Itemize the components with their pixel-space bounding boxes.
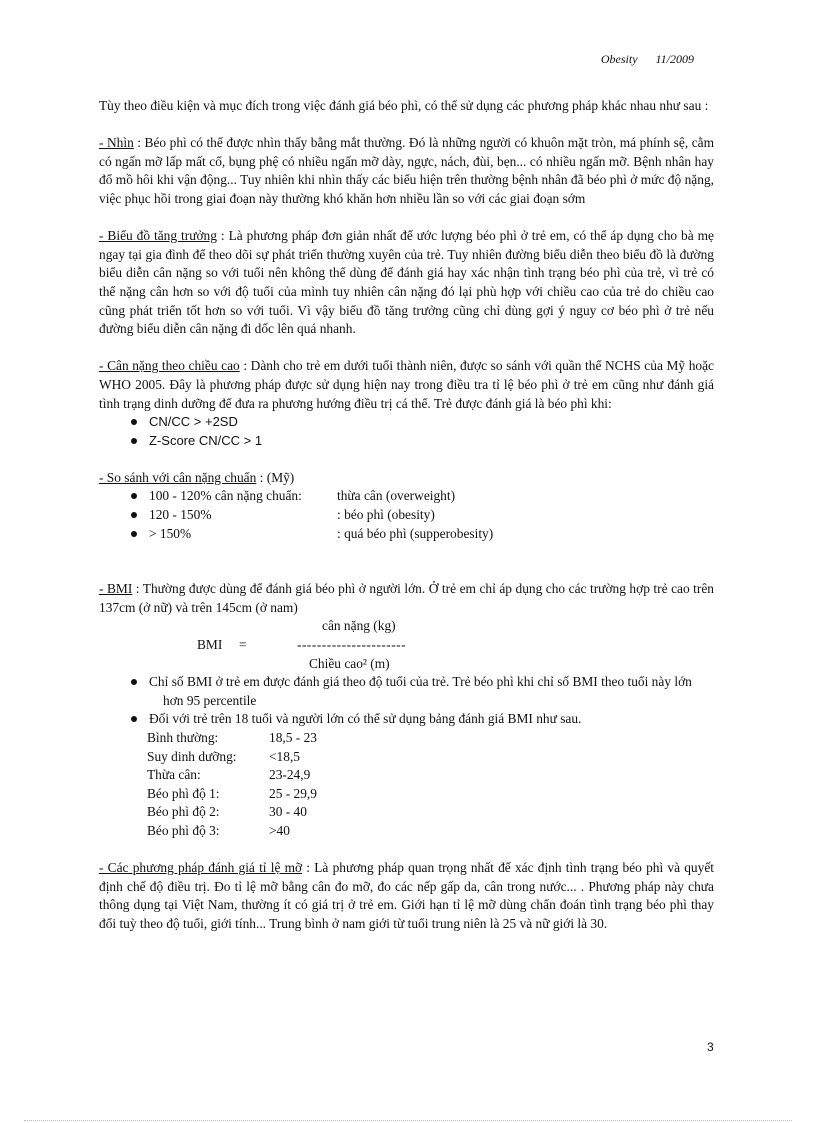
section-bieu-do-text: : Là phương pháp đơn giản nhất để ước lượng béo phì ở trẻ em, có thể áp dụng cho bà mẹ ngay tại gia đình để theo dõi sự phát triển thường xuyên của trẻ. Tuy nhiên đường biểu diễn theo biểu đồ là đường biểu diễn cân nặng so với tuổi nên không thể dùng để đánh giá hay xác nhận tình trạng béo phì của trẻ, vì trẻ có thể nặng cân hơn so với độ tuổi của mình tuy nhiên cân nặng đó lại phù hợp với chiều cao của trẻ do chiều cao cũng phát triển tốt hơn so với tuổi. Vì vậy biểu đồ tăng trưởng cũng chỉ dùng gợi ý nguy cơ béo phì ở trẻ nếu đường biểu diễn cân nặng đi dốc lên quá nhanh. xyxy=(99,228,715,337)
header-date: 11/2009 xyxy=(655,52,694,66)
section-bmi-text: : Thường được dùng để đánh giá béo phì ở người lớn. Ở trẻ em chỉ áp dụng cho các trường hợp trẻ cao trên 137cm (ở nữ) và trên 145cm (ở nam) xyxy=(99,581,714,615)
bmi-category: Bình thường: xyxy=(147,730,219,746)
table-row xyxy=(147,785,317,804)
so-sanh-range: 100 - 120% cân nặng chuẩn: xyxy=(149,488,302,504)
section-nhin xyxy=(99,134,714,208)
bmi-category: Béo phì độ 3: xyxy=(147,822,220,838)
so-sanh-label: : béo phì (obesity) xyxy=(337,507,435,523)
bmi-category: Suy dinh dưỡng: xyxy=(147,748,237,764)
bmi-category: Thừa cân: xyxy=(147,767,201,783)
so-sanh-list xyxy=(99,487,714,543)
section-so-sanh-suffix: : (Mỹ) xyxy=(256,469,295,485)
bmi-category: Béo phì độ 2: xyxy=(147,804,220,820)
bmi-range: 18,5 - 23 xyxy=(269,730,317,746)
bmi-formula xyxy=(99,617,714,673)
so-sanh-range: 120 - 150% xyxy=(149,507,212,523)
bmi-range: 25 - 29,9 xyxy=(269,785,317,801)
section-nhin-text: : Béo phì có thể được nhìn thấy bằng mắt thường. Đó là những người có khuôn mặt tròn, má phính sệ, cằm có ngấn mỡ lấp mất cổ, bụng phệ có nhiều ngấn mỡ dày, ngực, nách, đùi, bẹn... có nhiều ngấn mỡ. Bệnh nhân hay đổ mồ hôi khi vận động... Tuy nhiên khi nhìn thấy các biểu hiện trên thường bệnh nhân đã béo phì ở mức độ nặng, việc phục hồi trong giai đoạn này thường khó khăn hơn nhiều lần so với các giai đoạn sớm xyxy=(99,135,714,206)
formula-numerator: cân nặng (kg) xyxy=(322,618,396,634)
section-bieu-do xyxy=(99,227,714,339)
table-row xyxy=(147,822,317,841)
section-ti-le-mo-heading: - Các phương pháp đánh giá tỉ lệ mỡ xyxy=(99,860,303,876)
table-row xyxy=(147,748,317,767)
list-item xyxy=(99,525,714,544)
bmi-list xyxy=(99,673,714,729)
section-so-sanh xyxy=(99,469,714,488)
table-row xyxy=(147,729,317,748)
table-row xyxy=(147,766,317,785)
section-bieu-do-heading: - Biểu đồ tăng trưởng xyxy=(99,228,217,244)
can-nang-criteria-list xyxy=(99,413,714,450)
list-item: Z-Score CN/CC > 1 xyxy=(99,432,714,451)
section-can-nang-text: : Dành cho trẻ em dưới tuổi thành niên, được so sánh với quần thể NCHS của Mỹ hoặc WHO 2005. Đây là phương pháp được sử dụng hiện nay trong điều tra tỉ lệ béo phì ở trẻ em cũng như đánh giá tình trạng dinh dưỡng để đưa ra phương hướng điều trị cá thể. Trẻ được đánh giá là béo phì khi: xyxy=(99,358,714,411)
formula-divider: ---------------------- xyxy=(297,637,407,653)
formula-lhs: BMI = xyxy=(197,637,247,653)
document-body xyxy=(99,97,714,934)
section-so-sanh-heading: - So sánh với cân nặng chuẩn xyxy=(99,469,257,485)
so-sanh-range: > 150% xyxy=(149,525,192,541)
section-ti-le-mo xyxy=(99,859,714,933)
list-item xyxy=(99,487,714,506)
section-can-nang-heading: - Cân nặng theo chiều cao xyxy=(99,358,240,374)
list-item xyxy=(99,506,714,525)
formula-denominator: Chiều cao² (m) xyxy=(309,655,390,671)
bmi-range: 23-24,9 xyxy=(269,767,311,783)
page-header xyxy=(601,52,694,67)
list-item: CN/CC > +2SD xyxy=(99,413,714,432)
header-title: Obesity xyxy=(600,52,638,66)
section-nhin-heading: - Nhìn xyxy=(99,135,134,151)
bmi-range: >40 xyxy=(269,822,290,838)
section-bmi-heading: - BMI xyxy=(99,581,133,597)
intro-paragraph: Tùy theo điều kiện và mục đích trong việc đánh giá béo phì, có thể sử dụng các phương pháp khác nhau như sau : xyxy=(99,98,709,113)
table-row xyxy=(147,803,317,822)
so-sanh-label: thừa cân (overweight) xyxy=(337,488,456,504)
list-item: Chỉ số BMI ở trẻ em được đánh giá theo độ tuổi của trẻ. Trẻ béo phì khi chỉ số BMI theo tuổi này lớn hơn 95 percentile xyxy=(99,673,714,710)
so-sanh-label: : quá béo phì (supperobesity) xyxy=(337,525,494,541)
page-bottom-divider xyxy=(24,1120,792,1121)
section-can-nang xyxy=(99,357,714,413)
section-bmi xyxy=(99,580,714,617)
bmi-category: Béo phì độ 1: xyxy=(147,785,220,801)
bmi-table xyxy=(147,729,317,841)
bmi-range: <18,5 xyxy=(269,748,300,764)
bmi-range: 30 - 40 xyxy=(269,804,307,820)
page-number: 3 xyxy=(707,1040,714,1054)
section-ti-le-mo-text: : Là phương pháp quan trọng nhất để xác định tình trạng béo phì và quyết định chế độ điều trị. Đo tỉ lệ mỡ bằng cân đo mỡ, đo các nếp gấp da, cân trong nước... . Phương pháp này chưa thông dụng tại Việt Nam, thường ít có giá trị ở trẻ em. Giới hạn tỉ lệ mỡ dùng chẩn đoán tình trạng béo phì thay đổi tuỳ theo độ tuổi, giới tính... Trung bình ở nam giới từ tuổi trung niên là 25 và nữ giới là 30. xyxy=(99,860,714,931)
list-item: Đối với trẻ trên 18 tuổi và người lớn có thể sử dụng bảng đánh giá BMI như sau. xyxy=(99,710,714,729)
